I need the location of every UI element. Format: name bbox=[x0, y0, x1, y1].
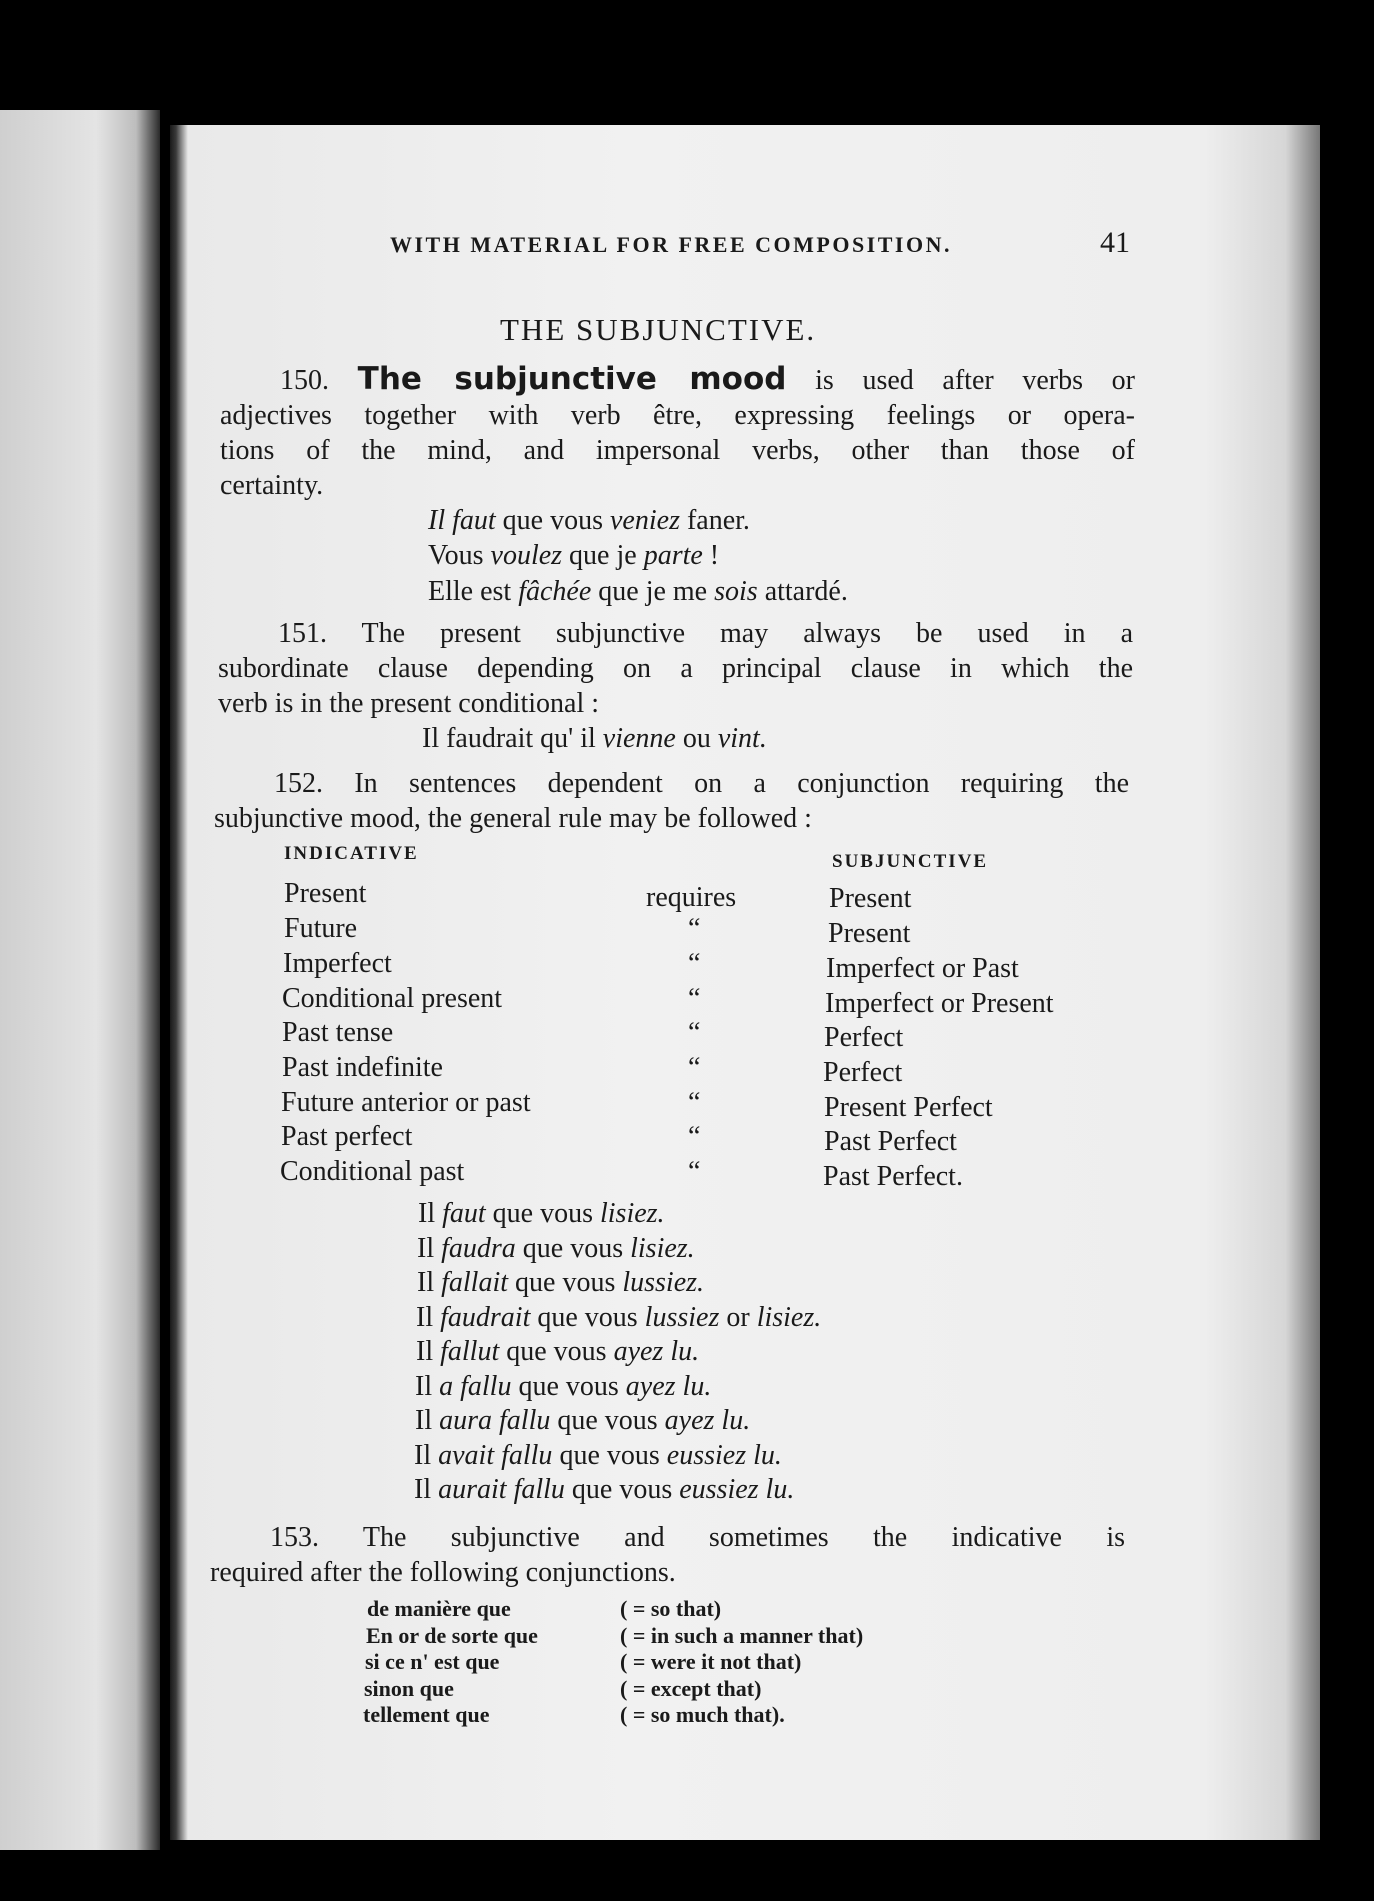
example-line bbox=[418, 1198, 665, 1230]
running-head: WITH MATERIAL FOR FREE COMPOSITION. bbox=[390, 232, 952, 257]
conjunction-english: ( = in such a manner that) bbox=[620, 1622, 864, 1648]
paragraph-152-line-1 bbox=[214, 766, 1129, 801]
example-italic: lisiez. bbox=[630, 1232, 695, 1264]
example-italic: lisiez. bbox=[756, 1301, 822, 1333]
example-italic: sois bbox=[714, 576, 758, 607]
example-text: que vous bbox=[564, 1474, 680, 1505]
example-text: que vous bbox=[495, 505, 610, 536]
example-line bbox=[415, 1405, 750, 1437]
example-text: faner. bbox=[679, 505, 750, 536]
example-italic: eussiez lu. bbox=[679, 1474, 795, 1505]
example-italic: a fallu bbox=[439, 1370, 512, 1402]
example-line bbox=[417, 1267, 704, 1299]
example-italic: faudrait bbox=[440, 1301, 531, 1333]
paragraph-number: 153. bbox=[270, 1522, 319, 1553]
example-italic: Il faut bbox=[428, 505, 496, 536]
example-text: Il bbox=[414, 1474, 439, 1505]
example-italic: lisiez. bbox=[600, 1198, 665, 1229]
text-line: The present subjunctive may always be used in a bbox=[361, 618, 1133, 649]
text-line: subordinate clause depending on a principal clause in which the bbox=[218, 653, 1133, 684]
example-italic: fâchée bbox=[518, 576, 592, 607]
table-cell-requires: “ bbox=[688, 913, 701, 944]
example-text: que vous bbox=[511, 1370, 626, 1402]
table-cell-subjunctive: Present Perfect bbox=[824, 1092, 993, 1123]
text-line: adjectives together with verb être, expressing feelings or opera- bbox=[220, 400, 1135, 431]
example-text: que je bbox=[562, 540, 644, 571]
example-italic: aura fallu bbox=[439, 1405, 551, 1436]
example-italic: lussiez. bbox=[622, 1267, 705, 1298]
example-italic: ayez lu. bbox=[664, 1405, 751, 1436]
table-cell-indicative: Future anterior or past bbox=[281, 1087, 531, 1118]
paragraph-150 bbox=[220, 362, 1135, 503]
table-cell-subjunctive: Imperfect or Past bbox=[826, 953, 1019, 984]
example-text: Il faudrait qu' il bbox=[422, 723, 603, 754]
example-line bbox=[416, 1336, 699, 1368]
example-text: Il bbox=[416, 1336, 441, 1367]
page-number: 41 bbox=[1100, 226, 1130, 259]
example-italic: avait fallu bbox=[438, 1439, 553, 1471]
table-cell-subjunctive: Imperfect or Present bbox=[825, 988, 1054, 1019]
example-italic: aurait fallu bbox=[438, 1474, 565, 1505]
example-text: Il bbox=[416, 1301, 441, 1333]
table-cell-requires: requires bbox=[646, 882, 737, 913]
paragraph-151 bbox=[218, 616, 1133, 721]
table-cell-requires: “ bbox=[688, 983, 701, 1014]
example-italic: voulez bbox=[490, 540, 563, 571]
example-line bbox=[417, 1233, 695, 1265]
example-text: Il bbox=[415, 1370, 440, 1402]
example-line bbox=[416, 1302, 821, 1334]
example-text: que vous bbox=[515, 1232, 631, 1264]
table-cell-indicative: Past perfect bbox=[281, 1121, 413, 1152]
example-italic: fallait bbox=[441, 1267, 509, 1298]
text-line: subjunctive mood, the general rule may be followed : bbox=[214, 803, 812, 834]
conjunction-english: ( = except that) bbox=[620, 1675, 762, 1701]
example-text: que vous bbox=[552, 1439, 667, 1471]
table-cell-subjunctive: Past Perfect. bbox=[823, 1161, 963, 1192]
paragraph-number: 152. bbox=[274, 768, 323, 799]
conjunction-french: tellement que bbox=[363, 1702, 490, 1727]
text-line: tions of the mind, and impersonal verbs, other than those of bbox=[220, 435, 1135, 466]
example-italic: faut bbox=[442, 1198, 486, 1229]
table-cell-indicative: Conditional past bbox=[280, 1156, 465, 1187]
text-line: required after the following conjunctions. bbox=[210, 1557, 676, 1588]
paragraph-151-line-1 bbox=[218, 616, 1133, 651]
example-text: que vous bbox=[508, 1267, 623, 1298]
example-text: ! bbox=[702, 540, 720, 571]
example-text: que je me bbox=[591, 576, 715, 607]
conjunction-english: ( = were it not that) bbox=[620, 1649, 802, 1674]
paragraph-152 bbox=[214, 766, 1129, 836]
conjunction-french: En or de sorte que bbox=[366, 1622, 538, 1648]
example-text: que vous bbox=[530, 1301, 645, 1333]
text-line: is used after verbs or bbox=[815, 365, 1136, 396]
table-cell-requires: “ bbox=[688, 1087, 701, 1118]
example-line bbox=[414, 1474, 794, 1506]
conjunction-english: ( = so that) bbox=[620, 1596, 722, 1621]
section-title: THE SUBJUNCTIVE. bbox=[500, 312, 817, 347]
example-italic: ayez lu. bbox=[613, 1336, 700, 1367]
example-italic: veniez bbox=[610, 505, 680, 536]
table-cell-subjunctive: Past Perfect bbox=[824, 1126, 957, 1157]
table-cell-indicative: Conditional present bbox=[282, 983, 503, 1014]
bold-term: The subjunctive mood bbox=[357, 361, 787, 397]
example-italic: parte bbox=[643, 540, 703, 571]
paragraph-153-line-1 bbox=[210, 1520, 1125, 1555]
example-line bbox=[428, 505, 750, 537]
text-line: The subjunctive and sometimes the indicative is bbox=[362, 1522, 1125, 1553]
example-italic: ayez lu. bbox=[625, 1370, 712, 1402]
conjunction-english: ( = so much that). bbox=[620, 1702, 785, 1727]
example-italic: faudra bbox=[441, 1232, 516, 1264]
example-text: que vous bbox=[485, 1198, 600, 1229]
text-line: certainty. bbox=[220, 470, 324, 501]
example-text: Il bbox=[418, 1198, 443, 1229]
example-italic: vienne bbox=[602, 723, 676, 754]
example-italic: fallut bbox=[440, 1336, 500, 1367]
facing-page-edge bbox=[0, 110, 160, 1850]
conjunction-french: de manière que bbox=[367, 1596, 511, 1621]
example-text: que vous bbox=[550, 1405, 665, 1436]
table-cell-indicative: Future bbox=[284, 913, 358, 944]
example-text: Elle est bbox=[428, 576, 519, 607]
table-cell-requires: “ bbox=[688, 1017, 701, 1048]
table-cell-indicative: Present bbox=[284, 878, 367, 909]
example-italic: eussiez lu. bbox=[666, 1439, 782, 1471]
table-cell-subjunctive: Perfect bbox=[823, 1057, 903, 1088]
example-text: ou bbox=[675, 723, 718, 754]
table-cell-requires: “ bbox=[688, 1156, 701, 1187]
example-text: Il bbox=[414, 1439, 439, 1471]
example-line bbox=[414, 1440, 782, 1472]
example-line bbox=[422, 723, 767, 755]
text-line: In sentences dependent on a conjunction requiring the bbox=[354, 768, 1129, 799]
table-cell-subjunctive: Present bbox=[829, 883, 912, 914]
table-cell-requires: “ bbox=[688, 1121, 701, 1152]
table-cell-subjunctive: Present bbox=[828, 918, 911, 949]
example-italic: vint. bbox=[717, 723, 767, 754]
paragraph-153 bbox=[210, 1520, 1125, 1590]
conjunction-french: sinon que bbox=[364, 1675, 454, 1701]
paragraph-150-line-1 bbox=[220, 362, 1135, 398]
table-cell-indicative: Past tense bbox=[282, 1017, 394, 1048]
example-line bbox=[428, 540, 719, 572]
table-cell-indicative: Past indefinite bbox=[282, 1052, 443, 1083]
example-text: or bbox=[719, 1301, 757, 1333]
table-header-indicative: INDICATIVE bbox=[284, 843, 419, 864]
example-text: Il bbox=[415, 1405, 440, 1436]
table-cell-requires: “ bbox=[688, 1052, 701, 1083]
example-line bbox=[415, 1371, 711, 1403]
example-text: que vous bbox=[499, 1336, 614, 1367]
example-text: attardé. bbox=[757, 576, 848, 607]
table-cell-subjunctive: Perfect bbox=[824, 1022, 904, 1053]
conjunction-french: si ce n' est que bbox=[365, 1649, 500, 1674]
example-text: Vous bbox=[428, 540, 491, 571]
paragraph-number: 150. bbox=[280, 365, 329, 396]
table-header-subjunctive: SUBJUNCTIVE bbox=[832, 851, 989, 872]
table-cell-requires: “ bbox=[688, 948, 701, 979]
example-text: Il bbox=[417, 1232, 442, 1264]
example-line bbox=[428, 576, 848, 608]
example-text: Il bbox=[417, 1267, 442, 1298]
table-cell-indicative: Imperfect bbox=[283, 948, 392, 979]
example-italic: lussiez bbox=[644, 1301, 720, 1333]
text-line: verb is in the present conditional : bbox=[218, 688, 600, 719]
paragraph-number: 151. bbox=[278, 618, 327, 649]
